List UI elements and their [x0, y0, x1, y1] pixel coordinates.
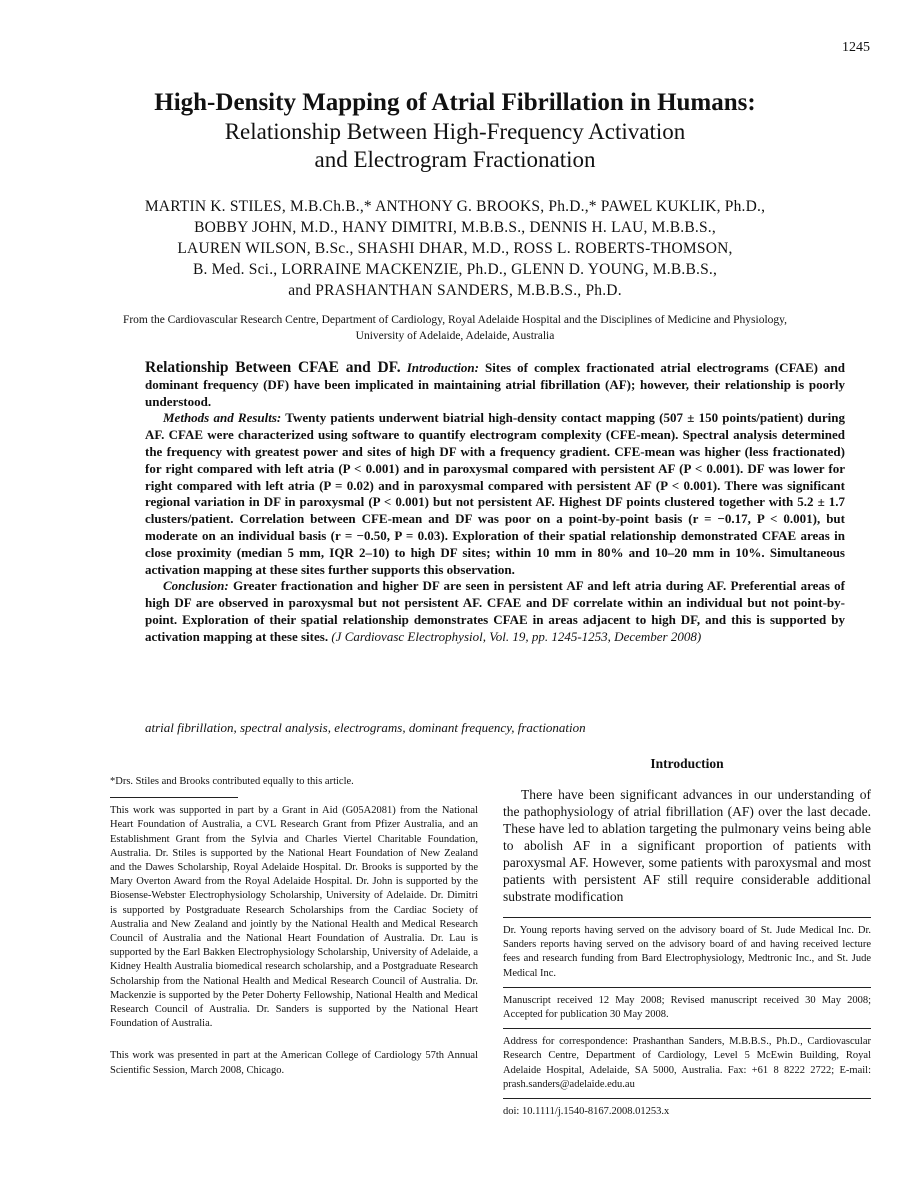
intro-label: Introduction: — [406, 360, 479, 375]
introduction-text: There have been significant advances in our understanding of the pathophysiology of atrial fibrillation (AF) over the last decade. These have led to ablation targeting the pulmonary veins being able to abolish AF in a significant proportion of patients with paroxysmal AF. However, some patients with paroxysmal and most patients with persistent AF still require considerable additional substrate modification — [503, 787, 871, 904]
funding-note: This work was supported in part by a Grant in Aid (G05A2081) from the National Heart Foundation of Australia, a CVL Research Grant from Pfizer Australia, and an Establishment Grant from the Sylvia and Charles Viertel Charitable Foundation, Australia. Dr. Stiles is supported by the National Heart Foundation of New Zealand and the Dawes Scholarship, Royal Adelaide Hospital. Dr. Brooks is supported by the Mary Overton Award from the Royal Adelaide Hospital. Dr. John is supported by the Biosense-Webster Electrophysiology Scholarship, University of Adelaide. Dr. Dimitri is supported by Postgraduate Research Scholarships from the Cardiac Society of Australia and New Zealand and jointly by the National Health and Medical Research Council of Australia and the National Heart Foundation of Australia. Dr. Lau is supported by the Earl Bakken Electrophysiology Scholarship, University of Adelaide, a Kidney Health Australia biomedical research scholarship, and a Postgraduate Research Scholarship from the National Health and Medical Research Council of Australia. Dr. Mackenzie is supported by the Peter Doherty Fellowship, National Health and Medical Research Council of Australia. Dr. Sanders is supported by the National Heart Foundation of Australia. — [110, 805, 478, 1030]
equal-contribution-note: *Drs. Stiles and Brooks contributed equally to this article. — [110, 776, 354, 787]
body-column — [503, 756, 871, 1119]
title-line-2: Relationship Between High-Frequency Activation — [224, 119, 686, 144]
notes-divider — [503, 1098, 871, 1099]
abstract — [145, 360, 845, 646]
keywords: atrial fibrillation, spectral analysis, electrograms, dominant frequency, fractionation — [145, 720, 586, 735]
title-line-3: and Electrogram Fractionation — [314, 146, 596, 172]
abstract-heading: Relationship Between CFAE and DF. — [145, 359, 401, 376]
author-line: B. Med. Sci., LORRAINE MACKENZIE, Ph.D., GLENN D. YOUNG, M.B.B.S., — [192, 261, 718, 278]
notes-divider — [503, 987, 871, 988]
disclosures-note: Dr. Young reports having served on the advisory board of St. Jude Medical Inc. Dr. Sanders reports having served on the advisory board of and having received lecture fees and research funding from Bard Electrophysiology, Medtronic Inc., and St. Jude Medical Inc. — [503, 925, 871, 979]
footnote-divider — [110, 797, 238, 798]
author-line: and PRASHANTHAN SANDERS, M.B.B.S., Ph.D. — [288, 282, 622, 299]
author-line: BOBBY JOHN, M.D., HANY DIMITRI, M.B.B.S., DENNIS H. LAU, M.B.B.S., — [194, 219, 716, 236]
intro-text: Sites of complex fractionated atrial electrograms (CFAE) and dominant frequency (DF) have been implicated in maintaining atrial fibrillation (AF); however, their relationship is poorly understood. — [145, 360, 846, 409]
conclusion-text: Greater fractionation and higher DF are seen in persistent AF and left atria during AF. Preferential areas of high DF are observed in paroxysmal but not persistent AF. CFAE and DF correlate within an individual but not point-by-point. Exploration of their spatial relationship demonstrates CFAE in areas adjacent to high DF, and this is supported by activation mapping at these sites. — [145, 578, 846, 644]
notes-divider — [503, 917, 871, 918]
methods-label: Methods and Results: — [163, 410, 282, 426]
manuscript-dates: Manuscript received 12 May 2008; Revised manuscript received 30 May 2008; Accepted for publication 30 May 2008. — [503, 994, 871, 1021]
abstract-introduction — [145, 360, 845, 410]
methods-text: Twenty patients underwent biatrial high-density contact mapping (507 ± 150 points/patient) during AF. CFAE were characterized using software to quantify electrogram complexity (CFE-mean). Spectral analysis determined the frequency with greatest power and sites of high DF with a frequency gradient. CFE-mean was higher (less fractionated) for right compared with left atria (P < 0.001) and in paroxysmal compared with persistent AF (P < 0.001). DF was lower for right compared with left atria (P = 0.02) and in paroxysmal compared with persistent AF (P < 0.001). There was significant regional variation in DF in paroxysmal (P < 0.001) but not persistent AF. Highest DF points clustered together with 5.2 ± 1.7 clusters/patient. Correlation between CFE-mean and DF was poor on a point-by-point basis (r = −0.17, P < 0.001), but moderate on an individual basis (r = −0.50, P = 0.03). Exploration of their spatial relationship demonstrated CFAE areas in close proximity (median 5 mm, IQR 2–10) to high DF sites; within 10 mm in 80% and 10–20 mm in 10%. Simultaneous activation mapping at these sites further supports this observation. — [145, 410, 845, 577]
title-line-1: High-Density Mapping of Atrial Fibrillation in Humans: — [154, 89, 756, 116]
page-number: 1245 — [842, 40, 870, 55]
correspondence-address: Address for correspondence: Prashanthan Sanders, M.B.B.S., Ph.D., Cardiovascular Research Centre, Department of Cardiology, Level 5 McEwin Building, Royal Adelaide Hospital, Adelaide, SA 5000, Australia. Fax: +61 8 8222 2722; E-mail: prash.sanders@adelaide.edu.au — [503, 1036, 871, 1090]
author-list — [80, 196, 830, 301]
affiliation: From the Cardiovascular Research Centre, Department of Cardiology, Royal Adelaide Hospital and the Disciplines of Medicine and Physiology, University of Adelaide, Adelaide, Australia — [122, 314, 788, 342]
notes-divider — [503, 1028, 871, 1029]
author-line: LAUREN WILSON, B.Sc., SHASHI DHAR, M.D., ROSS L. ROBERTS-THOMSON, — [177, 240, 733, 257]
abstract-conclusion — [145, 578, 845, 645]
journal-citation: (J Cardiovasc Electrophysiol, Vol. 19, pp. 1245-1253, December 2008) — [331, 628, 702, 644]
conclusion-label: Conclusion: — [163, 578, 229, 594]
abstract-methods — [145, 410, 845, 578]
section-heading-introduction: Introduction — [650, 756, 724, 771]
author-line: MARTIN K. STILES, M.B.Ch.B.,* ANTHONY G. BROOKS, Ph.D.,* PAWEL KUKLIK, Ph.D., — [144, 198, 766, 215]
doi: doi: 10.1111/j.1540-8167.2008.01253.x — [503, 1106, 670, 1118]
footnotes-column — [110, 775, 478, 1078]
presentation-note: This work was presented in part at the American College of Cardiology 57th Annual Scientific Session, March 2008, Chicago. — [110, 1050, 478, 1076]
article-title — [60, 88, 850, 173]
